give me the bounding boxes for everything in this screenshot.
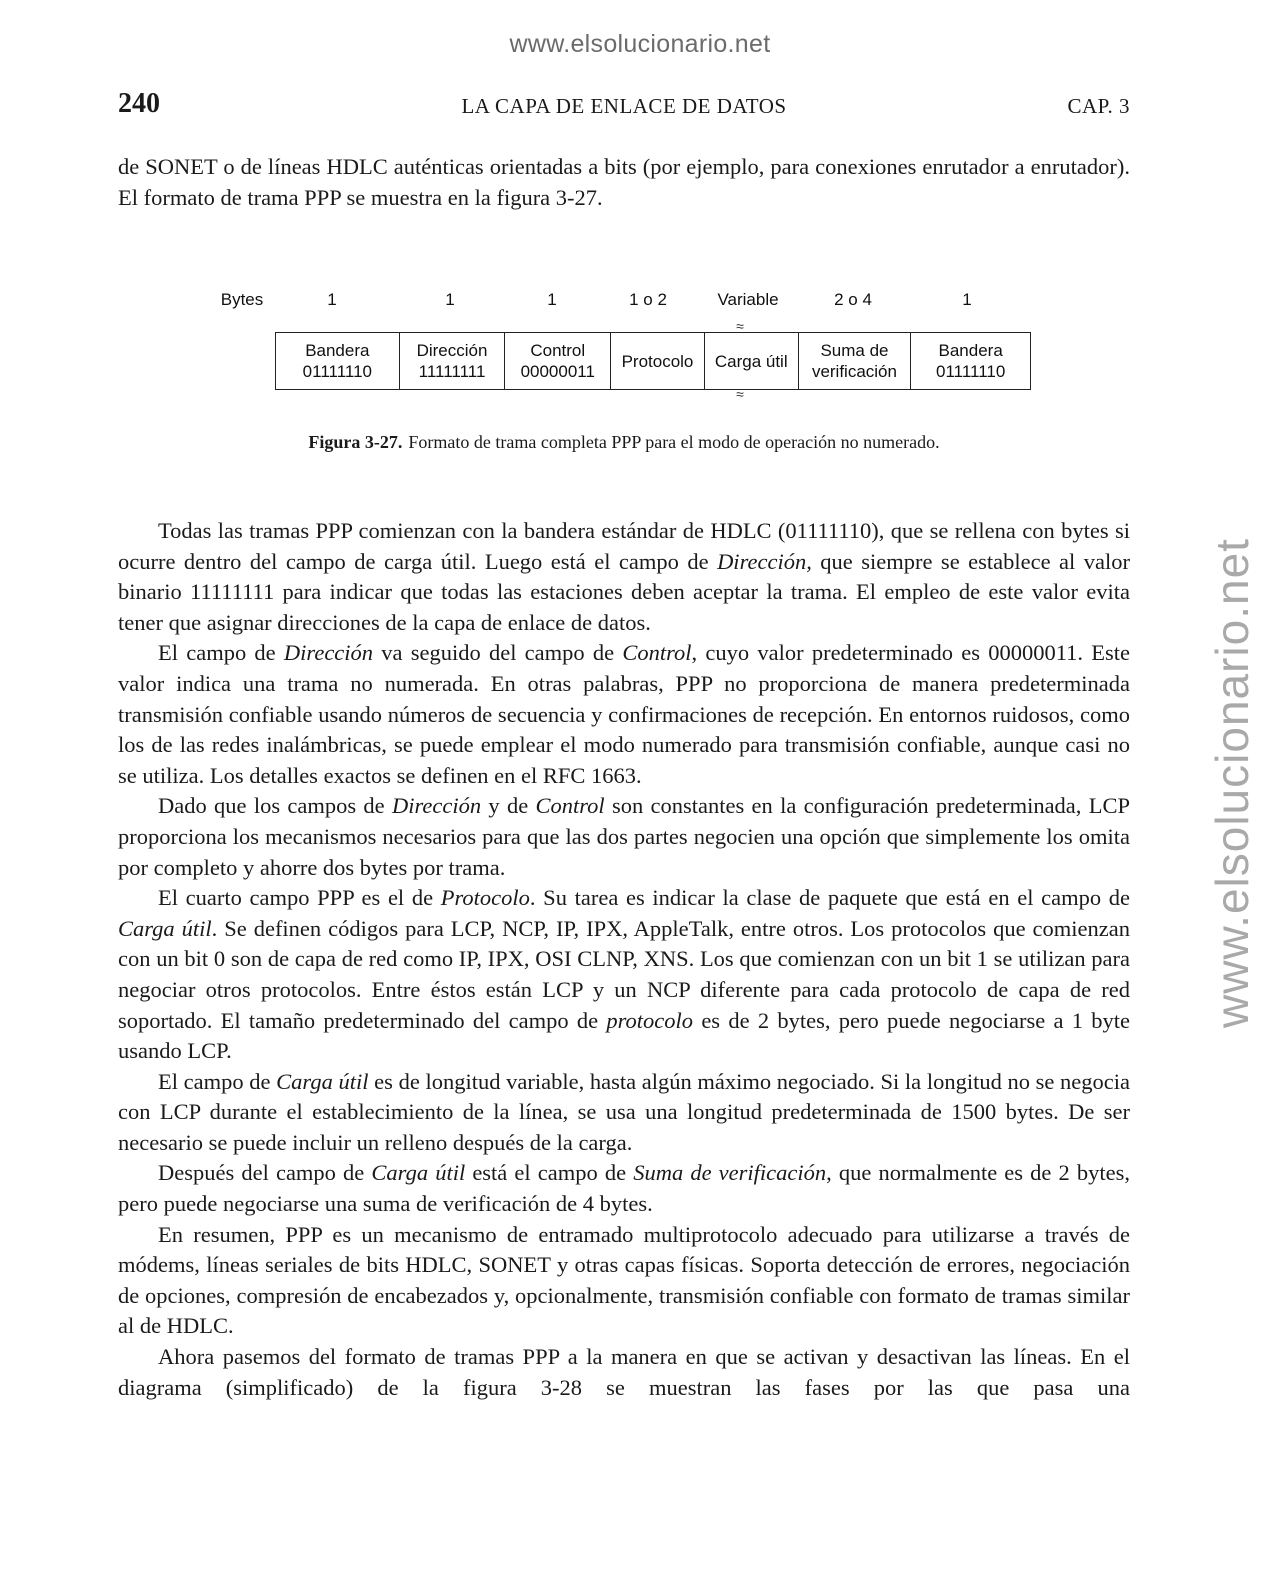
field-bandera-end [911,333,1030,389]
field-name: Protocolo [621,351,694,371]
italic-term: protocolo [606,1007,694,1033]
running-head [118,88,1130,128]
caption-text: Formato de trama completa PPP para el modo de operación no numerado. [408,432,940,452]
text-run: , que normalmente es de 2 bytes, pero puede negociarse una suma de verificación de 4 bytes. [118,1160,1130,1217]
text-run: que siempre se establece al valor binario 11111111 para indicar que todas las estaciones deben aceptar la trama. El empleo de este valor evita tener que asignar direcciones de la capa de enlace de datos. [118,548,1130,635]
field-name: Bandera [938,341,1003,360]
text-run: Después del campo de [158,1160,372,1186]
text-run: El cuarto campo PPP es el de [158,885,441,911]
bytes-value: Variable [717,290,779,309]
figure-caption [0,432,1248,453]
frame-box [275,332,1031,390]
body-paragraph [118,1158,1130,1219]
field-direccion [400,333,506,389]
field-value: verificación [811,362,897,381]
bytes-value: 1 [327,290,337,309]
text-run: En resumen, PPP es un mecanismo de entramado multiprotocolo adecuado para utilizarse a través de módems, líneas seriales de bits HDLC, SONET y otras capas físicas. Soporta detección de errores, negociación de opciones, compresión de encabezados y, opcionalmente, transmisión confiable con formato de tramas similar al de HDLC. [118,1221,1130,1339]
field-name: Control [530,341,586,360]
watermark-side: www.elsolucionario.net [1206,538,1258,1028]
italic-term: Dirección [283,640,374,666]
caption-label: Figura 3-27. [308,432,403,452]
running-title: LA CAPA DE ENLACE DE DATOS [461,94,787,118]
field-value: 11111111 [418,362,486,381]
bytes-value: 1 [445,290,455,309]
field-value: 01111110 [302,362,372,381]
bytes-label: Bytes [220,290,264,309]
body-paragraph [118,883,1130,1067]
text-run: es de 2 bytes, pero puede negociarse a 1 byte usando LCP. [118,1007,1130,1064]
text-run: es de longitud variable, hasta algún máximo negociado. Si la longitud no se negocia con LCP durante el establecimiento de la línea, se usa una longitud predeterminada de 1500 bytes. De ser necesario se puede incluir un relleno después de la carga. [118,1068,1130,1155]
body-paragraph [118,1067,1130,1159]
field-value: 00000011 [520,362,595,381]
watermark-top: www.elsolucionario.net [509,30,771,58]
text-run: , cuyo valor predeterminado es 00000011. Este valor indica una trama no numerada. En otras palabras, PPP no proporciona de manera predeterminada transmisión confiable usando números de secuencia y confirmaciones de recepción. En entornos ruidosos, como los de las redes inalámbricas, se puede emplear el modo numerado para transmisión confiable, aunque casi no se utiliza. Los detalles exactos se definen en el RFC 1663. [118,640,1130,788]
break-mark-top: ≈ [736,318,744,334]
body-text [118,516,1130,1403]
text-run: va seguido del campo de [373,640,623,666]
text-run: y de [481,793,536,819]
text-run: son constantes en la configuración predeterminada, LCP proporciona los mecanismos necesarios para que las dos partes negocien una opción que simplemente los omita por completo y ahorre dos bytes por trama. [118,793,1130,880]
italic-term: Control [535,793,605,819]
intro-paragraph: de SONET o de líneas HDLC auténticas orientadas a bits (por ejemplo, para conexiones enrutador a enrutador). El formato de trama PPP se muestra en la figura 3-27. [118,154,1130,210]
text-run: Ahora pasemos del formato de tramas PPP a la manera en que se activan y desactivan las líneas. En el diagrama (simplificado) de la figura 3-28 se muestran las fases por las que pasa una [118,1344,1130,1400]
bytes-value: 2 o 4 [834,290,872,309]
field-name: Suma de [820,341,889,360]
field-value: 01111110 [935,362,1006,381]
body-paragraph [118,791,1130,883]
field-name: Dirección [416,341,488,360]
italic-term: Control [622,640,692,666]
field-name: Bandera [305,341,370,360]
text-run: . Su tarea es indicar la clase de paquete que está en el campo de [529,885,1130,911]
italic-term: Dirección, [717,548,812,574]
field-name: Carga útil [714,351,788,371]
text-run: Dado que los campos de [158,793,392,819]
body-paragraph [118,638,1130,791]
page-number: 240 [118,88,160,119]
italic-term: Carga útil [371,1160,466,1186]
chapter-label: CAP. 3 [1067,94,1130,118]
bytes-value: 1 [547,290,557,309]
field-bandera-start [276,333,400,389]
bytes-value: 1 o 2 [629,290,667,309]
text-run: El campo de [158,1068,277,1094]
field-carga-util [705,333,799,389]
italic-term: Dirección [391,793,482,819]
text-run: El campo de [158,640,284,666]
break-mark-bottom: ≈ [736,386,744,402]
text-run: Todas las tramas PPP comienzan con la bandera estándar de HDLC (01111110), que se rellena con bytes si ocurre dentro del campo de carga útil. Luego está el campo de [118,518,1130,574]
text-run: está el campo de [465,1160,634,1186]
body-paragraph [118,1342,1130,1403]
text-run: . Se definen códigos para LCP, NCP, IP, IPX, AppleTalk, entre otros. Los protocolos que comienzan con un bit 0 son de capa de red como IP, IPX, OSI CLNP, XNS. Los que comienzan con un bit 1 se utilizan para negociar otros protocolos. Entre éstos están LCP y un NCP diferente para cada protocolo de capa de red soportado. El tamaño predeterminado del campo de [118,915,1130,1033]
body-paragraph [118,516,1130,638]
field-control [505,333,611,389]
field-protocolo [611,333,705,389]
italic-term: Carga útil [276,1068,369,1094]
italic-term: Suma de verificación [633,1160,827,1186]
italic-term: Carga útil [118,915,212,941]
ppp-frame-figure [200,282,1060,412]
body-paragraph [118,1220,1130,1342]
italic-term: Protocolo [440,885,530,911]
field-suma-verificacion [799,333,912,389]
bytes-value: 1 [962,290,972,309]
